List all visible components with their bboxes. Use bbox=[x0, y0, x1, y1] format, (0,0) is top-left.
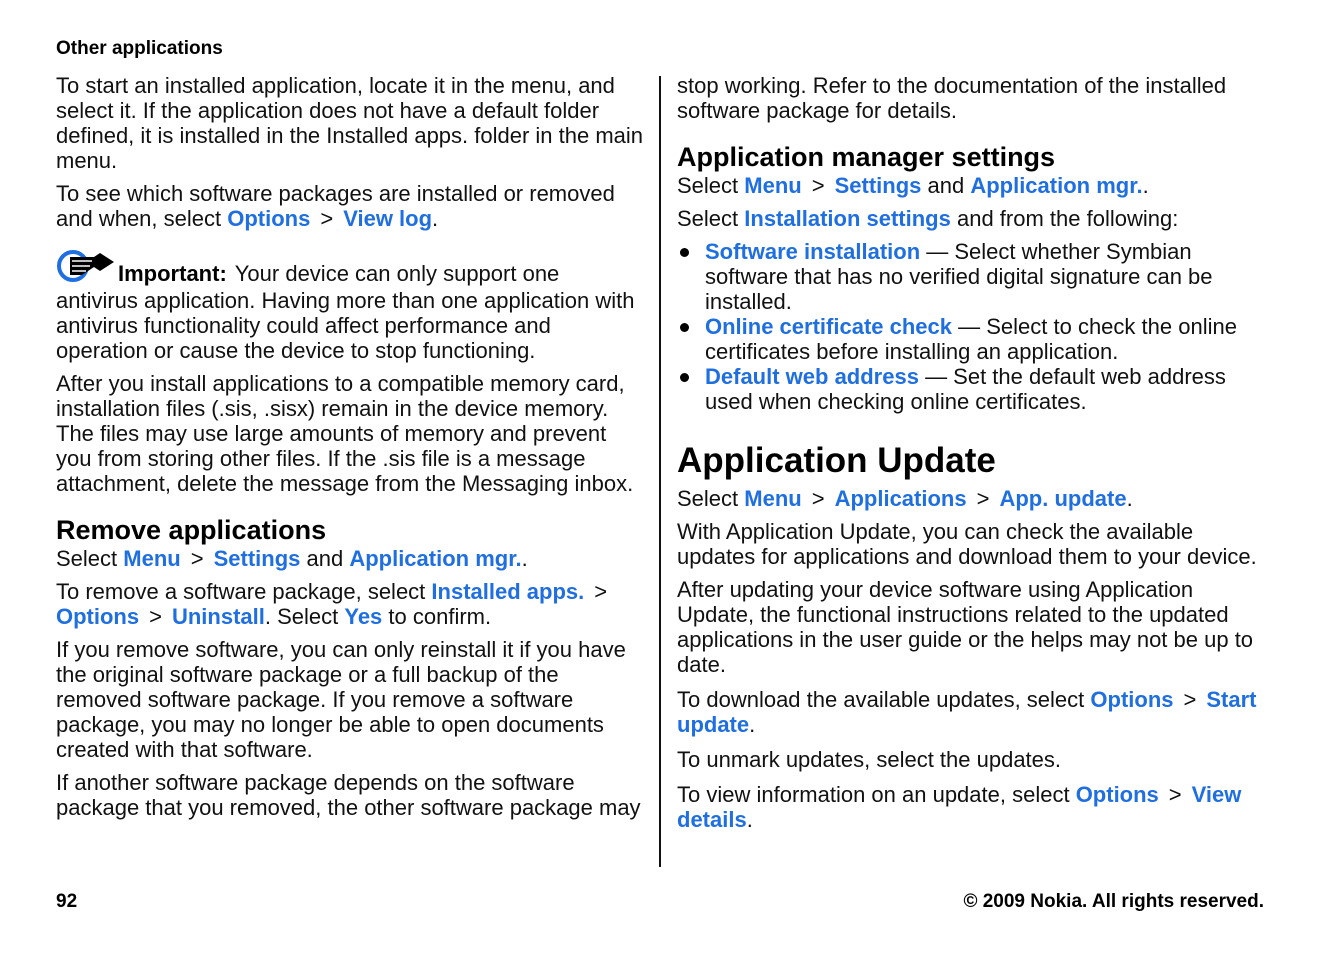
software-installation-link[interactable]: Software installation bbox=[705, 239, 921, 264]
heading-remove-applications: Remove applications bbox=[56, 515, 327, 545]
page-number: 92 bbox=[56, 891, 78, 912]
paragraph-settings-path: Select Menu > Settings and Application mgr.. bbox=[677, 173, 1149, 198]
settings-link[interactable]: Settings bbox=[834, 173, 922, 198]
menu-link[interactable]: Menu bbox=[744, 486, 802, 511]
app-update-link[interactable]: App. update bbox=[999, 486, 1127, 511]
yes-link[interactable]: Yes bbox=[344, 604, 383, 629]
paragraph-update-path: Select Menu > Applications > App. update. bbox=[677, 486, 1133, 511]
left-column bbox=[56, 73, 646, 828]
paragraph-unmark-updates: To unmark updates, select the updates. bbox=[677, 747, 1062, 772]
options-link[interactable]: Options bbox=[56, 604, 140, 629]
copyright-notice: © 2009 Nokia. All rights reserved. bbox=[963, 891, 1264, 912]
right-column bbox=[677, 73, 1267, 840]
menu-path-separator: > bbox=[811, 173, 825, 198]
paragraph-reinstall: If you remove software, you can only reinstall it if you have the original software package or a full backup of the removed software package. If you remove a software package, you may no longer be able to open documents created with that software. bbox=[56, 637, 626, 762]
paragraph-download-updates: To download the available updates, select Options > Start update. bbox=[677, 687, 1257, 737]
paragraph-view-details: To view information on an update, select Options > View details. bbox=[677, 782, 1242, 832]
menu-path-separator: > bbox=[594, 579, 608, 604]
application-mgr-link[interactable]: Application mgr. bbox=[349, 546, 522, 571]
default-web-address-link[interactable]: Default web address bbox=[705, 364, 919, 389]
section-label: Other applications bbox=[56, 38, 223, 59]
menu-path-separator: > bbox=[1183, 687, 1197, 712]
menu-path-separator: > bbox=[976, 486, 990, 511]
options-link[interactable]: Options bbox=[227, 206, 311, 231]
important-label: Important: bbox=[118, 261, 227, 286]
paragraph-update-intro: With Application Update, you can check the available updates for applications and download them to your device. bbox=[677, 519, 1257, 569]
installation-settings-link[interactable]: Installation settings bbox=[744, 206, 951, 231]
uninstall-link[interactable]: Uninstall bbox=[171, 604, 265, 629]
menu-link[interactable]: Menu bbox=[744, 173, 802, 198]
options-link[interactable]: Options bbox=[1090, 687, 1174, 712]
important-note bbox=[56, 249, 646, 363]
list-item: Software installation — Select whether Symbian software that has no verified digital signature can be installed. bbox=[677, 239, 1267, 314]
installed-apps-link[interactable]: Installed apps. bbox=[431, 579, 585, 604]
paragraph-dependency: If another software package depends on the software package that you removed, the other software package may bbox=[56, 770, 641, 820]
heading-application-update: Application Update bbox=[677, 441, 996, 480]
paragraph-uninstall: To remove a software package, select Installed apps. >Options > Uninstall. Select Yes to confirm. bbox=[56, 579, 646, 629]
options-link[interactable]: Options bbox=[1075, 782, 1159, 807]
view-log-link[interactable]: View log bbox=[343, 206, 433, 231]
menu-path-separator: > bbox=[811, 486, 825, 511]
menu-path-separator: > bbox=[1168, 782, 1182, 807]
paragraph-installation-settings: Select Installation settings and from the following: bbox=[677, 206, 1179, 231]
online-certificate-check-link[interactable]: Online certificate check bbox=[705, 314, 952, 339]
applications-link[interactable]: Applications bbox=[834, 486, 967, 511]
paragraph-install-files: After you install applications to a compatible memory card, installation files (.sis, .sisx) remain in the device memory. The files may use large amounts of memory and prevent you from storing other files. If the .sis file is a message attachment, delete the message from the Messaging inbox. bbox=[56, 371, 634, 496]
start-update-link[interactable]: Start update bbox=[677, 687, 1257, 737]
paragraph-start-app: To start an installed application, locate it in the menu, and select it. If the application does not have a default folder defined, it is installed in the Installed apps. folder in the main menu. bbox=[56, 73, 644, 173]
paragraph-continued: stop working. Refer to the documentation of the installed software package for details. bbox=[677, 73, 1227, 123]
settings-link[interactable]: Settings bbox=[213, 546, 301, 571]
paragraph-remove-path: Select Menu > Settings and Application mgr.. bbox=[56, 546, 528, 571]
menu-path-separator: > bbox=[320, 206, 334, 231]
menu-path-separator: > bbox=[190, 546, 204, 571]
heading-application-manager-settings: Application manager settings bbox=[677, 142, 1056, 172]
important-text: Your device can only support one antivirus application. Having more than one application with antivirus functionality could affect performance and operation or cause the device to stop functioning. bbox=[56, 261, 635, 363]
important-hand-icon bbox=[56, 249, 116, 288]
list-item: Default web address — Set the default web address used when checking online certificates. bbox=[677, 364, 1267, 414]
column-divider bbox=[659, 76, 661, 867]
paragraph-update-note: After updating your device software using Application Update, the functional instructions related to the updated applications in the user guide or the helps may not be up to date. bbox=[677, 577, 1254, 677]
settings-list bbox=[677, 239, 1267, 414]
paragraph-view-log: To see which software packages are installed or removed and when, select Options > View log. bbox=[56, 181, 615, 231]
application-mgr-link[interactable]: Application mgr. bbox=[970, 173, 1143, 198]
view-details-link[interactable]: View details bbox=[677, 782, 1242, 832]
menu-link[interactable]: Menu bbox=[123, 546, 181, 571]
list-item: Online certificate check — Select to check the online certificates before installing an application. bbox=[677, 314, 1267, 364]
menu-path-separator: > bbox=[149, 604, 162, 629]
